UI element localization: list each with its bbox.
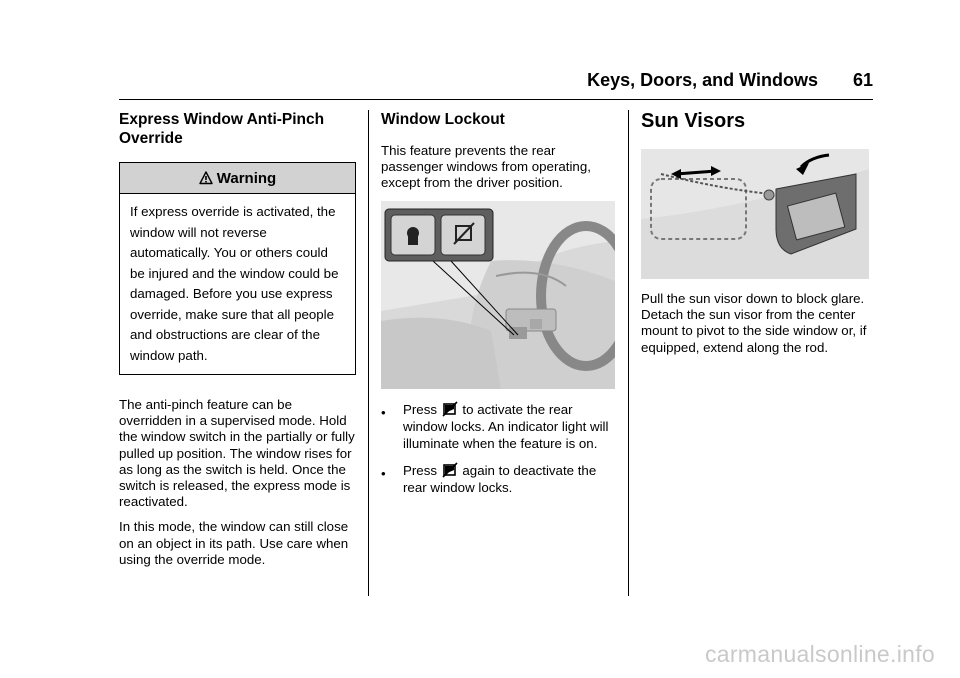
column-divider (368, 110, 369, 596)
header-rule (119, 99, 873, 100)
watermark: carmanualsonline.info (704, 641, 935, 667)
bullet-text-after: again to deactivate the rear window locks. (403, 462, 597, 495)
sun-visor-illustration (641, 149, 869, 279)
warning-text: If express override is activated, the window will not reverse automatically. You or others could be injured and the window could be damaged. Before you use express override, make sure that all people and obstructions are clear of the window path. (130, 204, 339, 363)
warning-icon (199, 171, 213, 185)
column-sun-visors (641, 110, 873, 365)
column-divider (628, 110, 629, 596)
bullet-activate (381, 401, 615, 452)
column-anti-pinch (119, 110, 356, 577)
window-lockout-icon (442, 462, 458, 478)
bullet-text-before: Press (403, 462, 437, 478)
bullet-dot: • (381, 465, 386, 481)
bullet-text-after: to activate the rear window locks. An indicator light will illuminate when the feature is on. (403, 401, 609, 451)
section-title: Keys, Doors, and Windows (587, 70, 818, 90)
page-number: 61 (852, 70, 873, 90)
column-window-lockout (381, 110, 615, 506)
bullet-deactivate (381, 462, 615, 496)
heading-anti-pinch: Express Window Anti-Pinch Override (119, 111, 325, 147)
override-paragraph: In this mode, the window can still close on an object in its path. Use care when using the override mode. (119, 519, 349, 567)
page-header (587, 70, 873, 91)
heading-sun-visors: Sun Visors (641, 110, 746, 132)
warning-box (119, 162, 356, 375)
sun-visor-paragraph: Pull the sun visor down to block glare. Detach the sun visor from the center mount to pivot to the side window or, if equipped, extend along the rod. (641, 291, 867, 355)
bullet-dot: • (381, 404, 386, 420)
warning-header (120, 163, 355, 194)
lockout-intro: This feature prevents the rear passenger windows from operating, except from the driver position. (381, 143, 591, 191)
window-lockout-illustration (381, 201, 615, 389)
bullet-text-before: Press (403, 401, 437, 417)
anti-pinch-paragraph: The anti-pinch feature can be overridden in a supervised mode. Hold the window switch in the partially or fully pulled up position. The window rises for as long as the switch is held. Once the switch is released, the express mode is reactivated. (119, 397, 355, 510)
warning-heading: Warning (216, 170, 277, 187)
window-lockout-icon (442, 401, 458, 417)
heading-window-lockout: Window Lockout (381, 111, 505, 128)
